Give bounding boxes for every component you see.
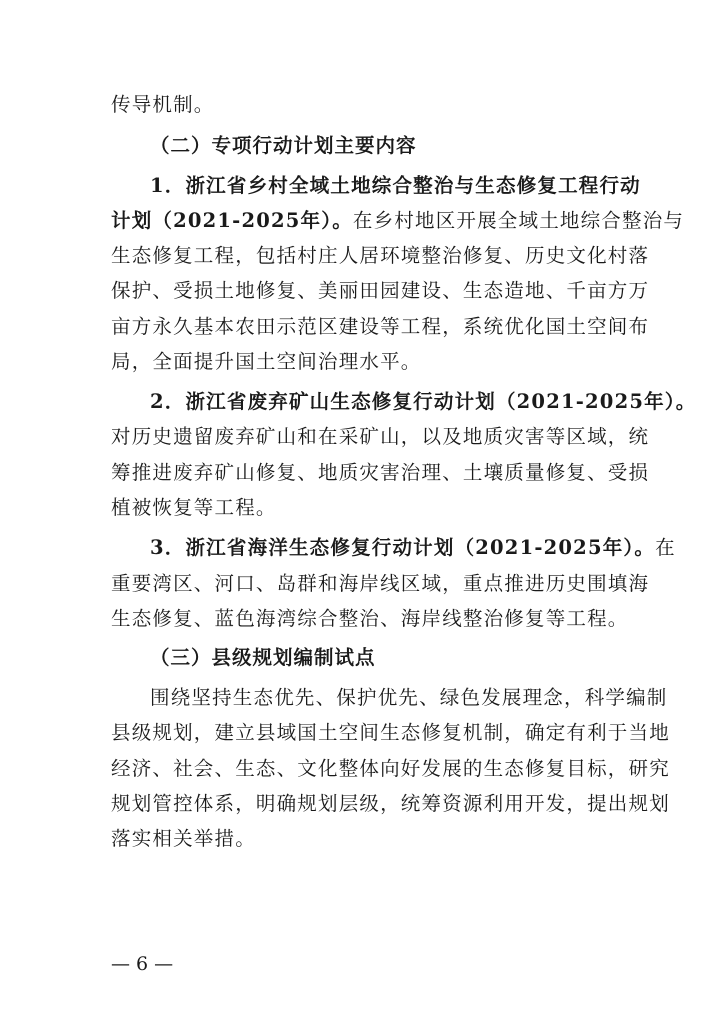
item-1-line bbox=[111, 203, 685, 239]
paragraph-line: 局，全面提升国土空间治理水平。 bbox=[111, 350, 422, 373]
item-3-line bbox=[150, 530, 676, 566]
paragraph-line: 保护、受损土地修复、美丽田园建设、生态造地、千亩方万 bbox=[111, 279, 650, 302]
item-3-title: 3．浙江省海洋生态修复行动计划（2021-2025年）。 bbox=[150, 536, 656, 559]
paragraph-line: 生态修复、蓝色海湾综合整治、海岸线整治修复等工程。 bbox=[111, 607, 629, 630]
paragraph-line: 亩方永久基本农田示范区建设等工程，系统优化国土空间布 bbox=[111, 315, 650, 338]
paragraph-line: 县级规划，建立县域国土空间生态修复机制，确定有利于当地 bbox=[111, 721, 670, 744]
item-3-text: 在 bbox=[655, 536, 676, 559]
paragraph-line: 生态修复工程，包括村庄人居环境整治修复、历史文化村落 bbox=[111, 244, 650, 267]
item-1-text: 在乡村地区开展全域土地综合整治与 bbox=[352, 209, 685, 232]
paragraph-line: 经济、社会、生态、文化整体向好发展的生态修复目标，研究 bbox=[111, 757, 670, 780]
section-heading-2: （二）专项行动计划主要内容 bbox=[150, 134, 417, 157]
page-number: — 6 — bbox=[111, 953, 174, 975]
paragraph-line: 对历史遗留废弃矿山和在采矿山，以及地质灾害等区域，统 bbox=[111, 425, 650, 448]
paragraph-line: 传导机制。 bbox=[111, 93, 215, 116]
item-1-title-cont: 计划（2021-2025年）。 bbox=[111, 209, 353, 232]
paragraph-line: 重要湾区、河口、岛群和海岸线区域，重点推进历史围填海 bbox=[111, 572, 650, 595]
paragraph-line: 规划管控体系，明确规划层级，统筹资源利用开发，提出规划 bbox=[111, 792, 670, 815]
section-heading-3: （三）县级规划编制试点 bbox=[150, 646, 376, 669]
item-2-title: 2．浙江省废弃矿山生态修复行动计划（2021-2025年）。 bbox=[150, 390, 697, 413]
paragraph-line: 植被恢复等工程。 bbox=[111, 496, 277, 519]
paragraph-line: 落实相关举措。 bbox=[111, 827, 256, 850]
item-1-title: 1．浙江省乡村全域土地综合整治与生态修复工程行动 bbox=[150, 174, 641, 197]
paragraph-line: 围绕坚持生态优先、保护优先、绿色发展理念，科学编制 bbox=[150, 686, 668, 709]
paragraph-line: 筹推进废弃矿山修复、地质灾害治理、土壤质量修复、受损 bbox=[111, 461, 650, 484]
